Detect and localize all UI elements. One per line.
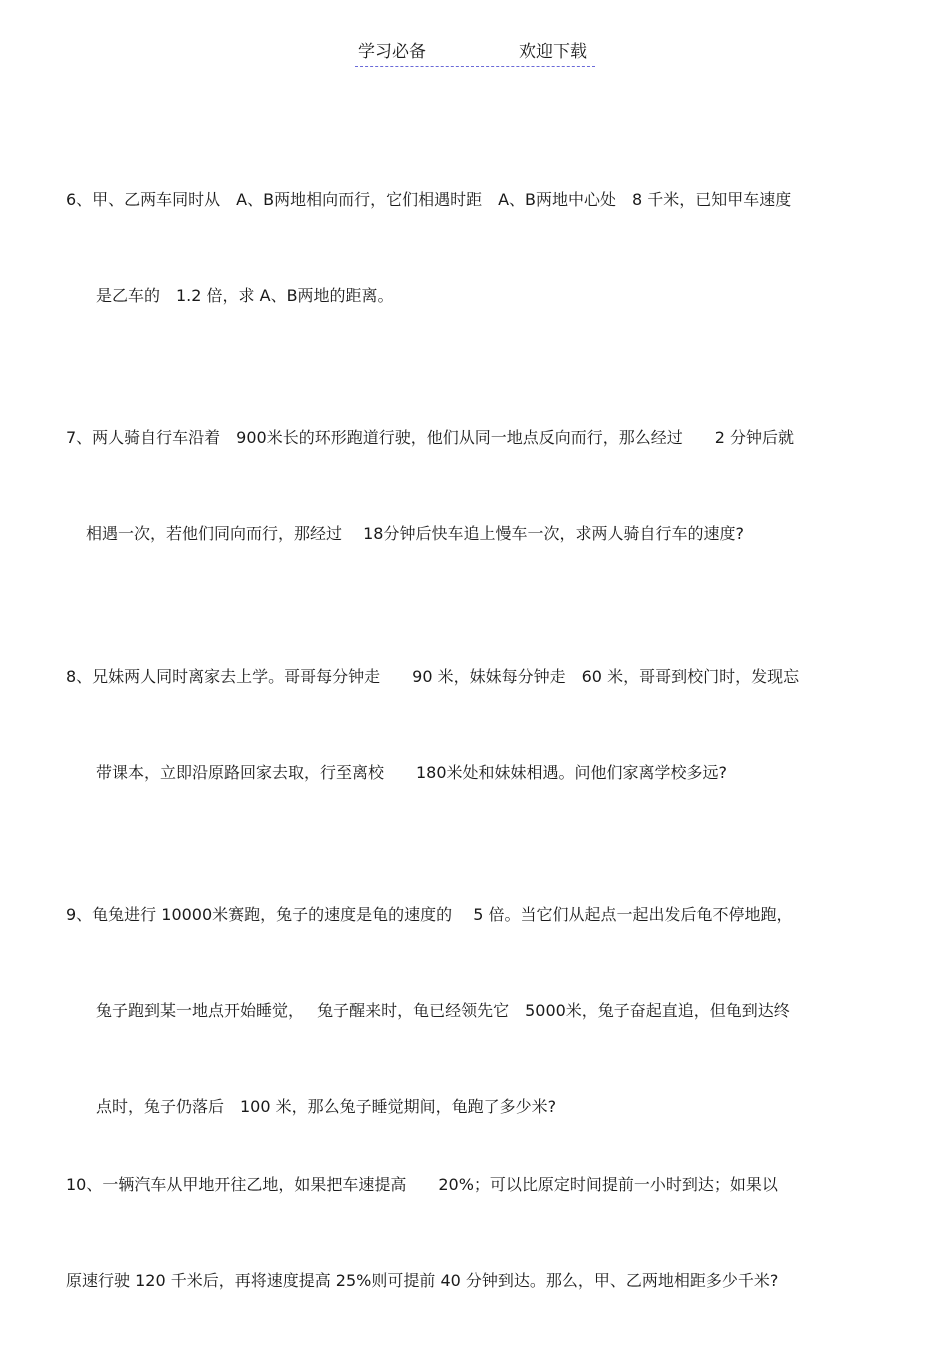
problem-9-line-1: 9、龟兔进行 10000米赛跑，兔子的速度是龟的速度的 5 倍。当它们从起点一起出发后龟不停地跑， [66, 905, 793, 924]
problem-10 [66, 1105, 778, 1329]
header-right-text: 欢迎下载 [519, 42, 587, 62]
problem-9-line-3: 点时，兔子仍落后 100 米，那么兔子睡觉期间，龟跑了多少米? [96, 1097, 557, 1116]
problem-6-line-2: 是乙车的 1.2 倍，求 A、B两地的距离。 [96, 286, 394, 305]
problem-7-line-2: 相遇一次，若他们同向而行，那经过 18分钟后快车追上慢车一次，求两人骑自行车的速度? [86, 524, 744, 543]
problem-10-line-2: 原速行驶 120 千米后，再将速度提高 25%则可提前 40 分钟到达。那么，甲、乙两地相距多少千米? [66, 1271, 779, 1290]
problem-9-line-2: 兔子跑到某一地点开始睡觉， 兔子醒来时，龟已经领先它 5000米，兔子奋起直追，但龟到达终 [96, 1001, 790, 1020]
problem-8-line-2: 带课本，立即沿原路回家去取，行至离校 180米处和妹妹相遇。问他们家离学校多远? [96, 763, 728, 782]
problem-6-line-1: 6、甲、乙两车同时从 A、B两地相向而行，它们相遇时距 A、B两地中心处 8 千米，已知甲车速度 [66, 190, 792, 209]
problem-8-line-1: 8、兄妹两人同时离家去上学。哥哥每分钟走 90 米，妹妹每分钟走 60 米，哥哥到校门时，发现忘 [66, 667, 800, 686]
problem-6 [66, 120, 791, 344]
problem-8 [66, 597, 799, 821]
problem-7 [66, 358, 794, 582]
problem-7-line-1: 7、两人骑自行车沿着 900米长的环形跑道行驶，他们从同一地点反向而行，那么经过 2 分钟后就 [66, 428, 794, 447]
page-header [355, 40, 595, 67]
problem-10-line-1: 10、一辆汽车从甲地开往乙地，如果把车速提高 20%；可以比原定时间提前一小时到达；如果以 [66, 1175, 778, 1194]
header-left-text: 学习必备 [358, 42, 426, 62]
